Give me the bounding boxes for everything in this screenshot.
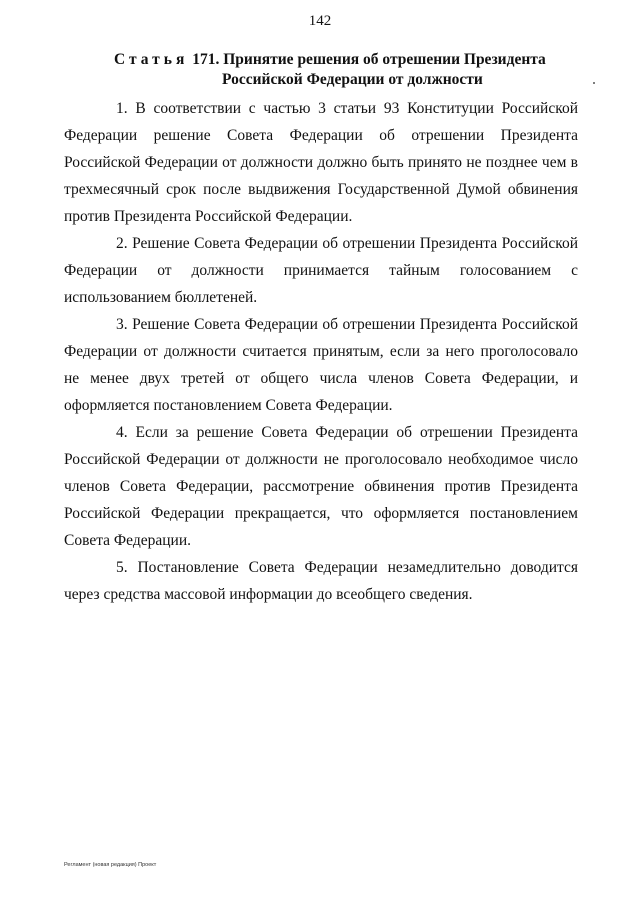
article-label: Статья xyxy=(114,51,189,68)
paragraph-2: 2. Решение Совета Федерации об отрешении Президента Российской Федерации от должности принимается тайным голосованием с использованием бюллетеней. xyxy=(64,235,578,306)
article-heading xyxy=(96,50,566,90)
paragraph-5: 5. Постановление Совета Федерации незамедлительно доводится через средства массовой информации до всеобщего сведения. xyxy=(64,559,578,603)
paragraph-4: 4. Если за решение Совета Федерации об отрешении Президента Российской Федерации от должности не проголосовало необходимое число членов Совета Федерации, рассмотрение обвинения против Президента Российской Федерации прекращается, что оформляется постановлением Совета Федерации. xyxy=(64,424,578,549)
article-heading-line-2: Российской Федерации от должности xyxy=(222,71,483,88)
article-heading-line-1 xyxy=(96,50,566,70)
article-body xyxy=(64,95,578,608)
page-number: 142 xyxy=(308,13,332,29)
footer-note: Регламент (новая редакция) Проект xyxy=(64,862,157,868)
paragraph-3: 3. Решение Совета Федерации об отрешении Президента Российской Федерации от должности считается принятым, если за него проголосовало не менее двух третей от общего числа членов Совета Федерации, и оформляется постановлением Совета Федерации. xyxy=(64,316,578,414)
article-number-title: 171. Принятие решения об отрешении Президента xyxy=(192,51,546,68)
scan-speck xyxy=(593,82,595,84)
paragraph-1: 1. В соответствии с частью 3 статьи 93 Конституции Российской Федерации решение Совета Федерации об отрешении Президента Российской Федерации от должности должно быть принято не позднее чем в трехмесячный срок после выдвижения Государственной Думой обвинения против Президента Российской Федерации. xyxy=(64,100,578,225)
